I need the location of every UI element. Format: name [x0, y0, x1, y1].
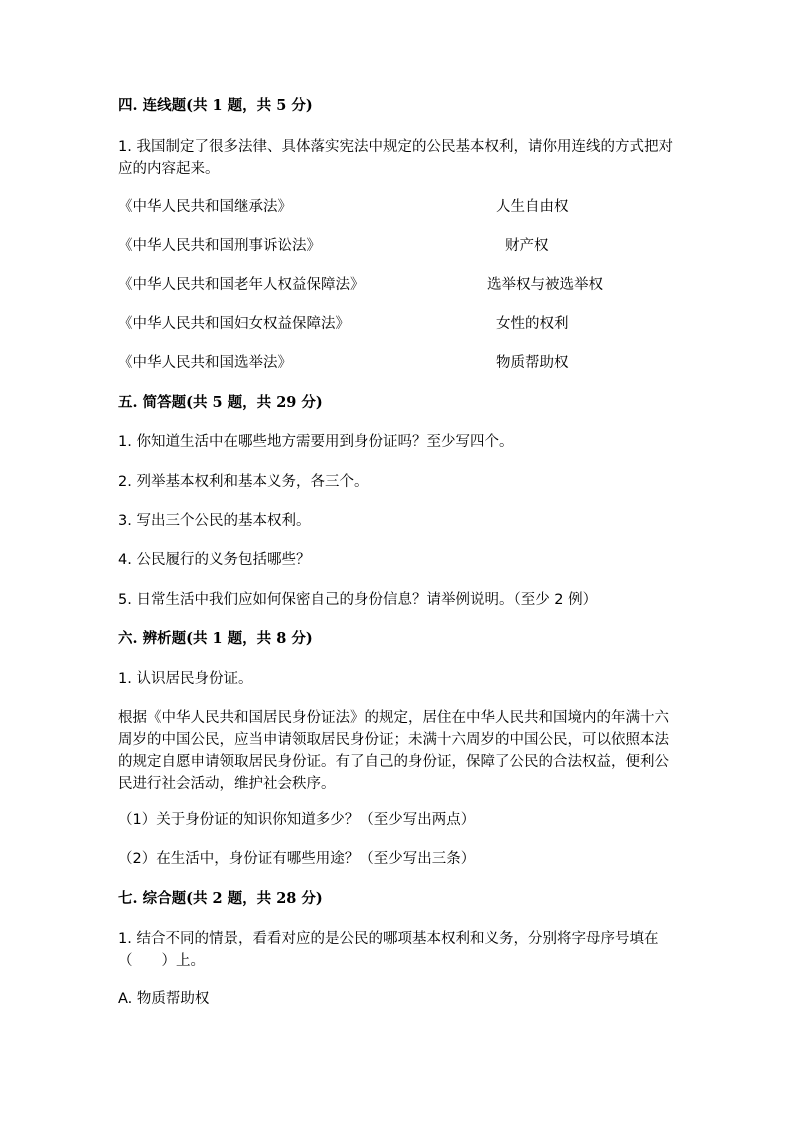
section-4-question-1: 1. 我国制定了很多法律、具体落实宪法中规定的公民基本权利，请你用连线的方式把对应的内容起来。 [118, 139, 673, 177]
section-4-heading: 四. 连线题(共 1 题，共 5 分) [118, 97, 313, 114]
section-5-heading: 五. 简答题(共 5 题，共 29 分) [118, 394, 323, 411]
law-item-5: 《中华人民共和国选举法》 [118, 355, 292, 371]
law-item-4: 《中华人民共和国妇女权益保障法》 [118, 316, 350, 332]
section-6-sub-question-2: （2）在生活中，身份证有哪些用途？（至少写出三条） [118, 851, 476, 867]
section-5-question-4: 4. 公民履行的义务包括哪些？ [118, 552, 311, 568]
right-item-3: 选举权与被选举权 [487, 277, 603, 293]
section-6-question-1: 1. 认识居民身份证。 [118, 671, 253, 687]
section-5-question-3: 3. 写出三个公民的基本权利。 [118, 513, 311, 529]
section-6-sub-question-1: （1）关于身份证的知识你知道多少？（至少写出两点） [118, 812, 476, 828]
option-a: A. 物质帮助权 [118, 991, 210, 1007]
law-item-2: 《中华人民共和国刑事诉讼法》 [118, 238, 321, 254]
right-item-4: 女性的权利 [496, 316, 569, 332]
right-item-5: 物质帮助权 [496, 355, 569, 371]
section-6-passage: 根据《中华人民共和国居民身份证法》的规定，居住在中华人民共和国境内的年满十六周岁的中国公民，应当申请领取居民身份证；未满十六周岁的中国公民，可以依照本法的规定自愿申请领取居民身份证。有了自己的身份证，保障了公民的合法权益，便利公民进行社会活动，维护社会秩序。 [118, 710, 669, 792]
law-item-3: 《中华人民共和国老年人权益保障法》 [118, 277, 365, 293]
right-item-1: 人生自由权 [496, 199, 569, 215]
law-item-1: 《中华人民共和国继承法》 [118, 199, 292, 215]
section-5-question-1: 1. 你知道生活中在哪些地方需要用到身份证吗？至少写四个。 [118, 434, 514, 450]
section-5-question-5: 5. 日常生活中我们应如何保密自己的身份信息？请举例说明。（至少 2 例） [118, 592, 598, 608]
section-7-heading: 七. 综合题(共 2 题，共 28 分) [118, 890, 323, 907]
right-item-2: 财产权 [505, 238, 549, 254]
section-7-question-1: 1. 结合不同的情景，看看对应的是公民的哪项基本权利和义务，分别将字母序号填在（ ）上。 [118, 931, 659, 969]
section-5-question-2: 2. 列举基本权利和基本义务，各三个。 [118, 474, 369, 490]
section-6-heading: 六. 辨析题(共 1 题，共 8 分) [118, 630, 313, 647]
